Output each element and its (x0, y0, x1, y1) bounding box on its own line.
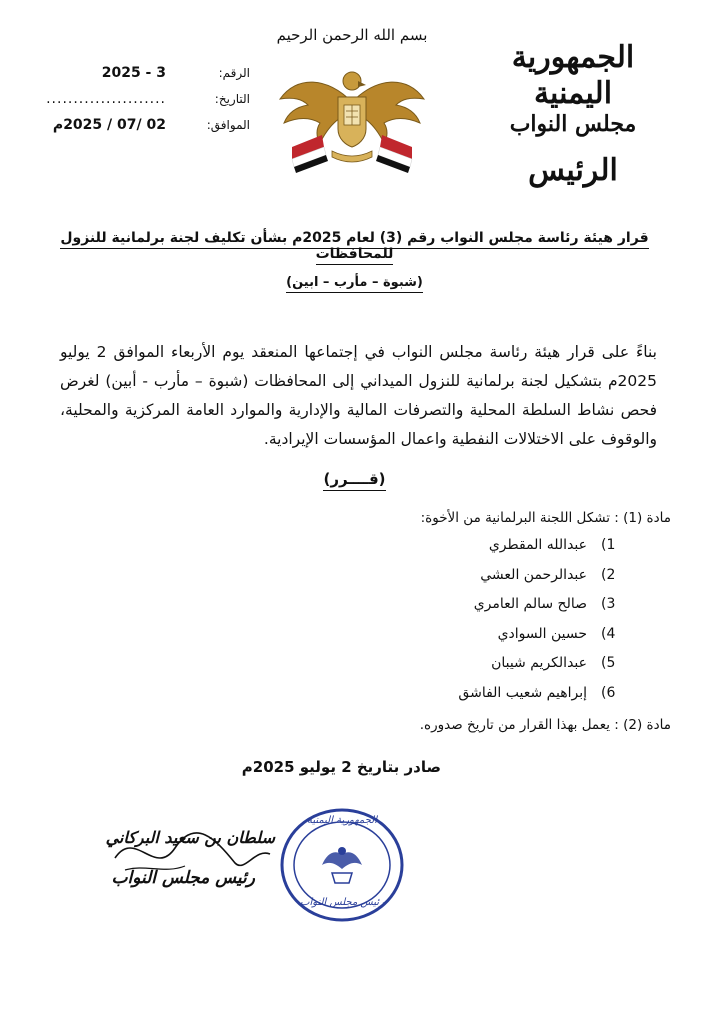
list-item (327, 625, 616, 656)
decision-title-text: قرار هيئة رئاسة مجلس النواب رقم (3) لعام 2025م بشأن تكليف لجنة برلمانية للنزول للمحافظات (60, 230, 648, 265)
signature-block (105, 818, 275, 898)
member-name: إبراهيم شعيب الفاشق (458, 684, 587, 701)
member-number: 3) (601, 596, 616, 612)
number-value: 3 - 2025 (101, 65, 166, 81)
member-number: 6) (601, 684, 616, 701)
signature-scribble-icon (105, 818, 275, 898)
decision-title (40, 230, 669, 262)
member-name: حسين السوادي (497, 625, 587, 642)
seal-top-text: الجمهورية اليمنية (306, 815, 377, 826)
list-item (327, 566, 616, 597)
member-number: 5) (601, 655, 616, 671)
document-meta (30, 66, 250, 144)
decided-text: (قــــرر) (323, 470, 385, 491)
corresponding-row (30, 118, 250, 144)
corresponding-label: الموافق: (206, 118, 250, 132)
governorates-text: (شبوة – مأرب – ابين) (286, 275, 423, 293)
member-number: 1) (601, 537, 616, 553)
list-item (327, 684, 616, 715)
intro-paragraph: بناءً على قرار هيئة رئاسة مجلس النواب في إجتماعها المنعقد يوم الأربعاء الموافق 2 يوليو 2025م بتشكيل لجنة برلمانية للنزول الميداني إلى المحافظات (شبوة – مأرب - أبين) لغرض فحص نشاط السلطة المحلية والتصرفات المالية والإدارية والموارد العامة المركزية والمحلية، والوقوف على الاختلالات النفطية واعمال المؤسسات الإيرادية. (60, 343, 658, 448)
member-number: 4) (601, 625, 616, 642)
member-name: عبدالرحمن العشي (480, 566, 587, 583)
signatory-title: رئيس مجلس النواب (111, 868, 255, 888)
list-item (327, 596, 616, 626)
number-row (30, 66, 250, 92)
president-title: الرئيس (528, 153, 618, 188)
official-seal (277, 805, 407, 925)
member-number: 2) (601, 566, 616, 583)
date-row (30, 92, 250, 118)
number-label: الرقم: (218, 66, 250, 80)
list-item (327, 537, 616, 567)
member-name: صالح سالم العامري (473, 596, 587, 612)
governorates-subtitle (40, 275, 669, 290)
date-label: التاريخ: (214, 92, 250, 106)
letterhead (473, 40, 673, 190)
list-item (327, 655, 616, 685)
basmala: بسم الله الرحمن الرحيم (276, 26, 428, 44)
seal-bottom-text: رئيس مجلس النواب (300, 897, 384, 908)
member-name: عبدالله المقطري (488, 537, 587, 553)
article-1: مادة (1) : تشكل اللجنة البرلمانية من الأخوة: (420, 510, 671, 526)
article-2: مادة (2) : يعمل بهذا القرار من تاريخ صدوره. (419, 717, 671, 733)
council-name: مجلس النواب (509, 111, 637, 137)
eagle-emblem-icon (272, 47, 432, 177)
signatory-name: سلطان بن سعيد البركاني (105, 828, 275, 847)
date-value: ...................... (46, 91, 166, 107)
members-list (327, 537, 616, 714)
yemen-emblem (272, 25, 432, 175)
member-name: عبدالكريم شيبان (491, 655, 587, 671)
corresponding-value: 02 /07 / 2025م (52, 117, 166, 133)
decided-heading (40, 470, 669, 488)
issued-date: صادر بتاريخ 2 يوليو 2025م (241, 758, 441, 776)
republic-name: الجمهورية اليمنية (511, 40, 635, 111)
